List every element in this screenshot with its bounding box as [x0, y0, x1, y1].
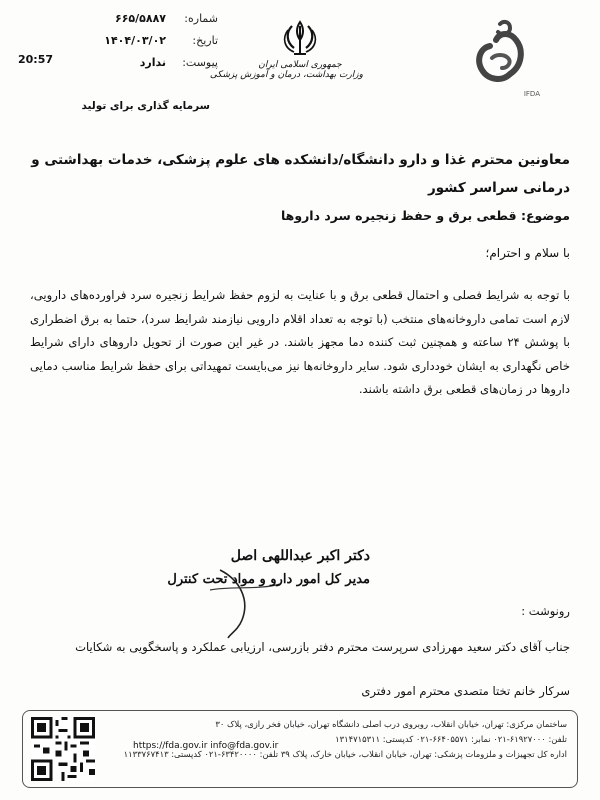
number-value: ۶۶۵/۵۸۸۷ [114, 12, 166, 25]
signatory-title: مدیر کل امور دارو و مواد تحت کنترل [167, 572, 370, 587]
letter-footer [22, 710, 578, 788]
emblem-country: جمهوری اسلامی ایران [258, 60, 342, 70]
meta-number-row [18, 12, 218, 34]
letter-subject: موضوع: قطعی برق و حفظ زنجیره سرد داروها [280, 208, 570, 223]
qr-code-icon [31, 717, 95, 781]
attachment-label: پیوست: [182, 56, 218, 69]
letter-greeting: با سلام و احترام؛ [485, 246, 570, 260]
letter-meta [18, 12, 218, 78]
cc-recipient-2: سرکار خانم تختا متصدی محترم امور دفتری [361, 684, 570, 698]
footer-line-3: اداره کل تجهیزات و ملزومات پزشکی: تهران، خیابان انقلاب، خیابان خارک، پلاک ۳۹ تلفن: ۶۳۴۲۰۰۰۰-۰۲۱ کدپستی: ۱۱۳۳۷۶۷۴۱۳ [123, 749, 567, 759]
letter-body: با توجه به شرایط فصلی و احتمال قطعی برق و با عنایت به لزوم حفظ شرایط زنجیره سرد فراورده‌های دارویی، لازم است تمامی داروخانه‌های منتخب (با توجه به تعداد اقلام دارویی نیازمند شرایط سرد)، حتما به برق اضطراری با پوشش ۲۴ ساعته و همچنین ثبت کننده دما مجهز باشند. در غیر این صورت از تحویل داروهای دارای شرایط خاص نگهداری به ایشان خودداری شود. سایر داروخانه‌ها نیز می‌بایست تمهیداتی برای حفظ شرایط مناسب دمایی داروها در زمان‌های قطعی برق داشته باشند. [30, 288, 570, 396]
ifda-logo [470, 18, 540, 104]
cc-label: رونوشت : [521, 604, 570, 618]
time-value: 20:57 [18, 53, 54, 66]
number-label: شماره: [184, 12, 218, 25]
footer-web-email[interactable]: https://fda.gov.ir info@fda.gov.ir [133, 741, 279, 751]
date-value: ۱۴۰۴/۰۳/۰۲ [104, 34, 166, 47]
ifda-logo-icon [470, 18, 540, 90]
footer-spacer [107, 762, 567, 777]
date-label: تاریخ: [192, 34, 218, 47]
footer-line-1: ساختمان مرکزی: تهران، خیابان انقلاب، روبروی درب اصلی دانشگاه تهران، خیابان فخر رازی، پلاک ۳۰ [215, 719, 567, 729]
iran-emblem-icon [282, 18, 318, 58]
attachment-value: ندارد [139, 56, 166, 69]
footer-line-2: تلفن: ۶۱۹۲۷۰۰۰-۰۲۱ نمابر: ۶۶۴۰۵۵۷۱-۰۲۱ کدپستی: ۱۳۱۴۷۱۵۳۱۱ [335, 734, 567, 744]
emblem-ministry: وزارت بهداشت، درمان و آموزش پزشکی [209, 70, 363, 80]
cc-recipient-1: جناب آقای دکتر سعید مهرزادی سرپرست محترم دفتر بازرسی، ارزیابی عملکرد و پاسخگویی به شکایات [75, 640, 570, 654]
government-emblem [209, 18, 363, 80]
signatory-name: دکتر اکبر عبداللهی اصل [230, 548, 370, 564]
signature-block [150, 548, 370, 587]
letter-addressee: معاونین محترم غذا و دارو دانشگاه/دانشکده های علوم پزشکی، خدمات بهداشتی و درمانی سراسر کشور [31, 152, 570, 196]
ifda-logo-caption: IFDA [523, 90, 540, 98]
slogan-note: سرمایه گذاری برای تولید [81, 100, 210, 112]
